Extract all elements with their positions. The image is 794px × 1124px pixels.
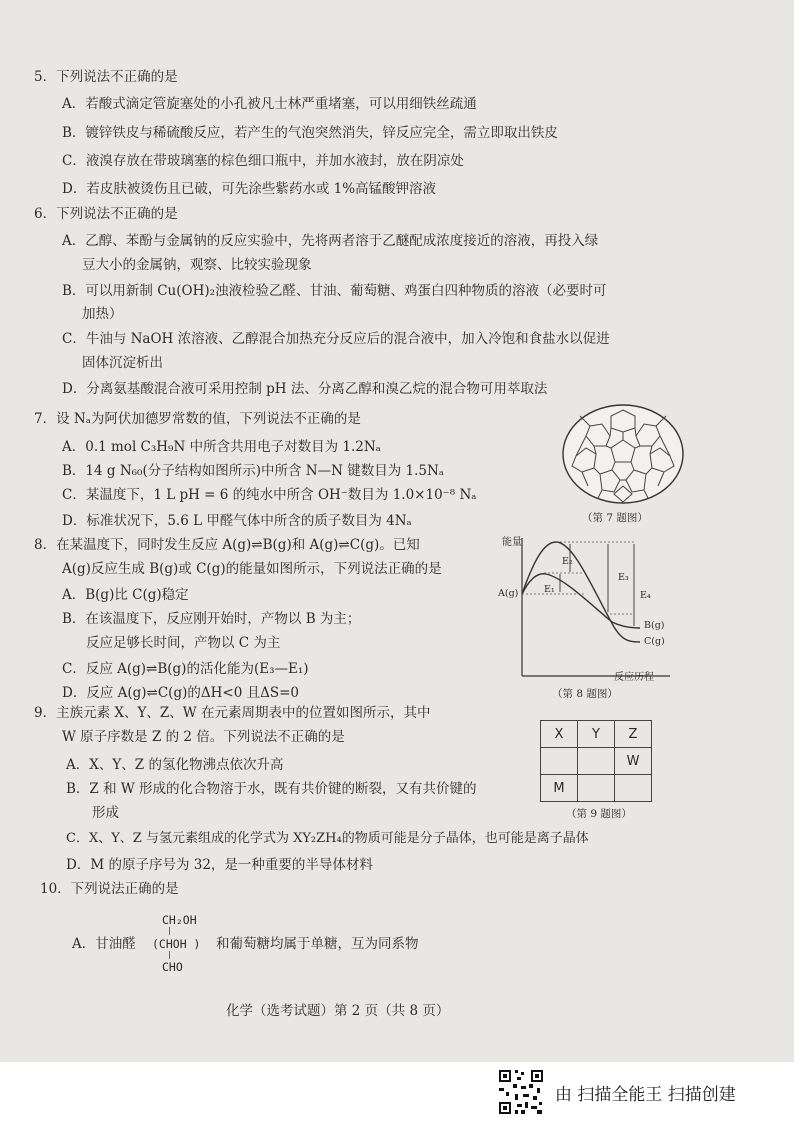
label-e2: E₂ bbox=[562, 556, 573, 567]
label-e4: E₄ bbox=[640, 590, 651, 601]
cell-x: X bbox=[541, 721, 578, 748]
q9-stem-line1: 9．主族元素 X、Y、Z、W 在元素周期表中的位置如图所示，其中 bbox=[34, 705, 431, 721]
label-b-g: B(g) bbox=[644, 620, 665, 631]
q6-option-b-line2: 加热） bbox=[82, 306, 123, 322]
q7-figure-caption: （第 7 题图） bbox=[582, 512, 648, 524]
q8-option-b-line2: 反应足够长时间，产物以 C 为主 bbox=[86, 635, 281, 651]
q6-option-c-line1: C．牛油与 NaOH 浓溶液、乙醇混合加热充分反应后的混合液中，加入冷饱和食盐水以促进 bbox=[62, 331, 610, 347]
cell-empty bbox=[578, 748, 615, 775]
q7-option-c: C．某温度下，1 L pH = 6 的纯水中所含 OH⁻数目为 1.0×10⁻⁸ Nₐ bbox=[62, 487, 477, 503]
q9-stem-line2: W 原子序数是 Z 的 2 倍。下列说法不正确的是 bbox=[62, 729, 345, 745]
q7-option-d: D．标准状况下，5.6 L 甲醛气体中所含的质子数目为 4Nₐ bbox=[62, 513, 412, 529]
q10-stem: 10．下列说法正确的是 bbox=[40, 881, 179, 897]
q9-option-d: D．M 的原子序号为 32，是一种重要的半导体材料 bbox=[66, 857, 373, 873]
q6-option-c-line2: 固体沉淀析出 bbox=[82, 355, 163, 371]
cell-m: M bbox=[541, 775, 578, 802]
q8-stem-line1: 8．在某温度下，同时发生反应 A(g)⇌B(g)和 A(g)⇌C(g)。已知 bbox=[34, 537, 420, 553]
qr-code-icon bbox=[497, 1068, 545, 1116]
cell-empty bbox=[578, 775, 615, 802]
q8-option-c: C．反应 A(g)⇌B(g)的活化能为(E₃—E₁) bbox=[62, 661, 309, 677]
q5-option-d: D．若皮肤被烫伤且已破，可先涂些紫药水或 1%高锰酸钾溶液 bbox=[62, 181, 437, 197]
q6-option-a-line1: A．乙醇、苯酚与金属钠的反应实验中，先将两者溶于乙醚配成浓度接近的溶液，再投入绿 bbox=[62, 233, 599, 249]
periodic-table-figure bbox=[540, 720, 652, 802]
glyceraldehyde-formula-mid: (CHOH ) bbox=[152, 937, 201, 951]
energy-profile-figure bbox=[494, 532, 676, 682]
energy-axis-label: 能量 bbox=[502, 537, 522, 548]
q7-option-a: A．0.1 mol C₃H₉N 中所含共用电子对数目为 1.2Nₐ bbox=[62, 439, 381, 455]
label-a-g: A(g) bbox=[498, 588, 519, 599]
cell-z: Z bbox=[615, 721, 652, 748]
q9-option-a: A．X、Y、Z 的氢化物沸点依次升高 bbox=[66, 757, 284, 773]
q9-figure-caption: （第 9 题图） bbox=[566, 808, 632, 820]
q6-stem: 6．下列说法不正确的是 bbox=[34, 206, 178, 222]
label-e1: E₁ bbox=[544, 584, 555, 595]
bond-line-1: | bbox=[167, 926, 172, 935]
q8-figure-caption: （第 8 题图） bbox=[552, 688, 618, 700]
cell-empty bbox=[541, 748, 578, 775]
q9-option-b-line1: B．Z 和 W 形成的化合物溶于水，既有共价键的断裂，又有共价键的 bbox=[66, 781, 477, 797]
label-c-g: C(g) bbox=[644, 636, 665, 647]
q7-option-b: B．14 g N₆₀(分子结构如图所示)中所含 N—N 键数目为 1.5Nₐ bbox=[62, 463, 444, 479]
page-footer: 化学（选考试题）第 2 页（共 8 页） bbox=[226, 1003, 450, 1019]
scanner-watermark-text: 由 扫描全能王 扫描创建 bbox=[555, 1085, 736, 1105]
q7-stem: 7．设 Nₐ为阿伏加德罗常数的值，下列说法不正确的是 bbox=[34, 411, 361, 427]
q5-stem: 5．下列说法不正确的是 bbox=[34, 69, 178, 85]
q9-option-c: C．X、Y、Z 与氢元素组成的化学式为 XY₂ZH₄的物质可能是分子晶体，也可能是离子晶体 bbox=[66, 831, 589, 846]
glyceraldehyde-formula-top: CH₂OH bbox=[162, 913, 197, 927]
q8-stem-line2: A(g)反应生成 B(g)或 C(g)的能量如图所示，下列说法正确的是 bbox=[62, 561, 442, 577]
q5-option-c: C．液溴存放在带玻璃塞的棕色细口瓶中，并加水液封，放在阴凉处 bbox=[62, 153, 464, 169]
q10-option-a-prefix: A．甘油醛 bbox=[72, 936, 136, 952]
cell-y: Y bbox=[578, 721, 615, 748]
q8-option-a: A．B(g)比 C(g)稳定 bbox=[62, 587, 189, 603]
q6-option-a-line2: 豆大小的金属钠，观察、比较实验现象 bbox=[82, 257, 312, 273]
q10-option-a-suffix: 和葡萄糖均属于单糖，互为同系物 bbox=[216, 936, 419, 952]
curve-to-c bbox=[522, 542, 640, 642]
q6-option-d: D．分离氨基酸混合液可采用控制 pH 法、分离乙醇和溴乙烷的混合物可用萃取法 bbox=[62, 381, 548, 397]
cell-empty bbox=[615, 775, 652, 802]
bond-line-2: | bbox=[167, 950, 172, 959]
q8-option-b-line1: B．在该温度下，反应刚开始时，产物以 B 为主； bbox=[62, 611, 361, 627]
n60-structure-figure bbox=[558, 402, 688, 506]
glyceraldehyde-formula-bottom: CHO bbox=[162, 960, 183, 974]
label-e3: E₃ bbox=[618, 572, 629, 583]
q6-option-b-line1: B．可以用新制 Cu(OH)₂浊液检验乙醛、甘油、葡萄糖、鸡蛋白四种物质的溶液（必要时可 bbox=[62, 283, 607, 299]
progress-axis-label: 反应历程 bbox=[614, 672, 654, 683]
q8-option-d: D．反应 A(g)⇌C(g)的ΔH<0 且ΔS=0 bbox=[62, 685, 299, 701]
q5-option-b: B．镀锌铁皮与稀硫酸反应，若产生的气泡突然消失，锌反应完全，需立即取出铁皮 bbox=[62, 125, 558, 141]
cell-w: W bbox=[615, 748, 652, 775]
q9-option-b-line2: 形成 bbox=[92, 805, 119, 821]
q5-option-a: A．若酸式滴定管旋塞处的小孔被凡士林严重堵塞，可以用细铁丝疏通 bbox=[62, 96, 477, 112]
